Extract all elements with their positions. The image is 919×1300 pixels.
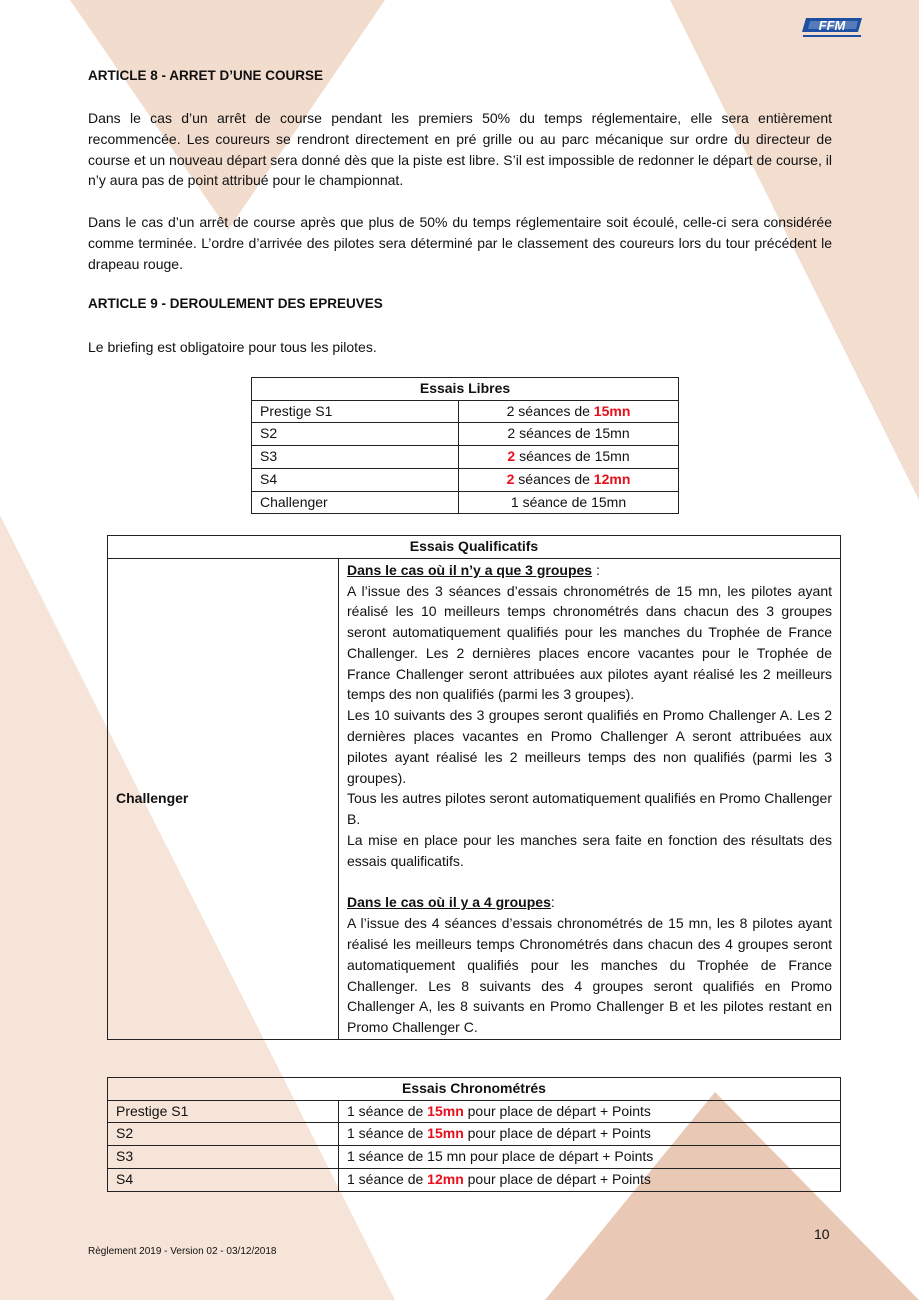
row-sessions bbox=[339, 1146, 841, 1169]
session-count: 1 bbox=[510, 493, 519, 510]
case-3-title: Dans le cas où il n’y a que 3 groupes bbox=[347, 561, 593, 578]
session-text-post: pour place de départ + Points bbox=[466, 1148, 654, 1165]
table-row bbox=[252, 468, 679, 491]
case-4-title: Dans le cas où il y a 4 groupes bbox=[347, 894, 551, 911]
case-3-paragraph-3: Tous les autres pilotes seront automatiquement qualifiés en Promo Challenger B. bbox=[347, 790, 832, 828]
essais-qualificatifs-table bbox=[107, 535, 841, 1040]
row-sessions bbox=[339, 1100, 841, 1123]
table-row bbox=[108, 1123, 841, 1146]
essais-libres-header: Essais Libres bbox=[252, 378, 679, 401]
table-row bbox=[108, 1168, 841, 1191]
session-count: 2 bbox=[506, 402, 515, 419]
essais-libres-table bbox=[251, 377, 679, 514]
case-3-sep: : bbox=[592, 561, 600, 578]
table-row bbox=[252, 423, 679, 446]
article-8-title: ARTICLE 8 - ARRET D’UNE COURSE bbox=[88, 68, 324, 83]
session-count: 2 bbox=[507, 448, 516, 465]
article-8-paragraph-1: Dans le cas d’un arrêt de course pendant les premiers 50% du temps réglementaire, elle sera entièrement recommencée. Les coureurs se rendront directement en pré grille ou au parc mécanique sur ordre du directeur de course et un nouveau départ sera donné dès que la piste est libre. S’il est impossible de redonner le départ de course, il n’y aura pas de point attribué pour le championnat. bbox=[88, 110, 832, 189]
session-text: séances de bbox=[514, 470, 594, 487]
row-category: Prestige S1 bbox=[252, 400, 459, 423]
session-text-post: pour place de départ + Points bbox=[463, 1102, 651, 1119]
row-category: S4 bbox=[252, 468, 459, 491]
session-text-pre: 1 séance de bbox=[347, 1170, 428, 1187]
row-sessions bbox=[459, 400, 679, 423]
essais-chronometres-header: Essais Chronométrés bbox=[108, 1078, 841, 1101]
row-category: S4 bbox=[108, 1168, 339, 1191]
session-text-post: pour place de départ + Points bbox=[463, 1125, 651, 1142]
row-sessions bbox=[339, 1168, 841, 1191]
session-text-post: pour place de départ + Points bbox=[463, 1170, 651, 1187]
session-duration: 15mn bbox=[427, 1125, 464, 1142]
article-8-paragraph-2: Dans le cas d’un arrêt de course après que plus de 50% du temps réglementaire soit écoulé, celle-ci sera considérée comme terminée. L’ordre d’arrivée des pilotes sera déterminé par le classement des coureurs lors du tour précédent le drapeau rouge. bbox=[88, 214, 832, 272]
session-text: séances de bbox=[515, 448, 595, 465]
row-category: S2 bbox=[252, 423, 459, 446]
session-duration: 15mn bbox=[594, 425, 630, 442]
article-9-title: ARTICLE 9 - DEROULEMENT DES EPREUVES bbox=[88, 296, 383, 311]
session-duration: 15mn bbox=[593, 402, 631, 419]
session-duration: 12mn bbox=[427, 1170, 464, 1187]
page-number: 10 bbox=[814, 1226, 830, 1242]
table-row bbox=[252, 446, 679, 469]
row-sessions bbox=[459, 468, 679, 491]
session-text-pre: 1 séance de bbox=[347, 1102, 428, 1119]
table-row bbox=[252, 400, 679, 423]
svg-text:FFM: FFM bbox=[818, 18, 846, 33]
row-sessions bbox=[459, 491, 679, 514]
table-row bbox=[108, 1146, 841, 1169]
session-duration: 15mn bbox=[594, 448, 630, 465]
session-text: séances de bbox=[514, 402, 594, 419]
session-text-pre: 1 séance de bbox=[347, 1148, 428, 1165]
session-count: 2 bbox=[507, 425, 516, 442]
qualif-rules bbox=[339, 558, 841, 1039]
table-row bbox=[252, 491, 679, 514]
case-3-paragraph-4: La mise en place pour les manches sera faite en fonction des résultats des essais qualificatifs. bbox=[347, 832, 832, 869]
row-category: Prestige S1 bbox=[108, 1100, 339, 1123]
session-text: séances de bbox=[515, 425, 595, 442]
case-4-paragraph-1: A l’issue des 4 séances d’essais chronométrés de 15 mn, les 8 pilotes ayant réalisé les meilleurs temps Chronométrés dans chacun des 4 groupes seront automatiquement qualifiés pour les manches du Trophée de France Challenger. Les 8 suivants des 4 groupes seront qualifiés en Promo Challenger A, les 8 suivants en Promo Challenger B et les pilotes restant en Promo Challenger C. bbox=[347, 915, 832, 1036]
row-category: Challenger bbox=[252, 491, 459, 514]
session-text-pre: 1 séance de bbox=[347, 1125, 428, 1142]
session-duration: 15mn bbox=[591, 493, 627, 510]
session-duration: 15 mn bbox=[427, 1148, 467, 1165]
row-sessions bbox=[339, 1123, 841, 1146]
session-text: séance de bbox=[518, 493, 592, 510]
row-category: S3 bbox=[252, 446, 459, 469]
qualif-category: Challenger bbox=[108, 558, 339, 1039]
case-3-paragraph-2: Les 10 suivants des 3 groupes seront qualifiés en Promo Challenger A. Les 2 dernières places vacantes en Promo Challenger A seront attribuées aux pilotes ayant réalisé les 2 meilleurs temps des non qualifiés (parmi les 3 groupes). bbox=[347, 707, 832, 786]
case-4-sep: : bbox=[550, 894, 555, 911]
session-duration: 15mn bbox=[427, 1102, 464, 1119]
row-category: S2 bbox=[108, 1123, 339, 1146]
session-duration: 12mn bbox=[593, 470, 631, 487]
article-9-intro: Le briefing est obligatoire pour tous les pilotes. bbox=[88, 339, 377, 355]
footer-text: Règlement 2019 - Version 02 - 03/12/2018 bbox=[88, 1246, 277, 1257]
essais-qualificatifs-header: Essais Qualificatifs bbox=[108, 536, 841, 559]
case-3-paragraph-1: A l’issue des 3 séances d’essais chronométrés de 15 mn, les pilotes ayant réalisé les 10 meilleurs temps chronométrés dans chacun des 3 groupes seront automatiquement qualifiés pour les manches du Trophée de France Challenger. Les 2 dernières places encore vacantes pour le Trophée de France Challenger seront attribuées aux pilotes ayant réalisé les 2 meilleurs temps des non qualifiés (parmi les 3 groupes). bbox=[347, 582, 832, 703]
spacer bbox=[347, 872, 832, 893]
row-category: S3 bbox=[108, 1146, 339, 1169]
row-sessions bbox=[459, 423, 679, 446]
session-count: 2 bbox=[506, 470, 515, 487]
essais-chronometres-table bbox=[107, 1077, 841, 1192]
ffm-logo bbox=[800, 16, 866, 42]
row-sessions bbox=[459, 446, 679, 469]
table-row bbox=[108, 1100, 841, 1123]
